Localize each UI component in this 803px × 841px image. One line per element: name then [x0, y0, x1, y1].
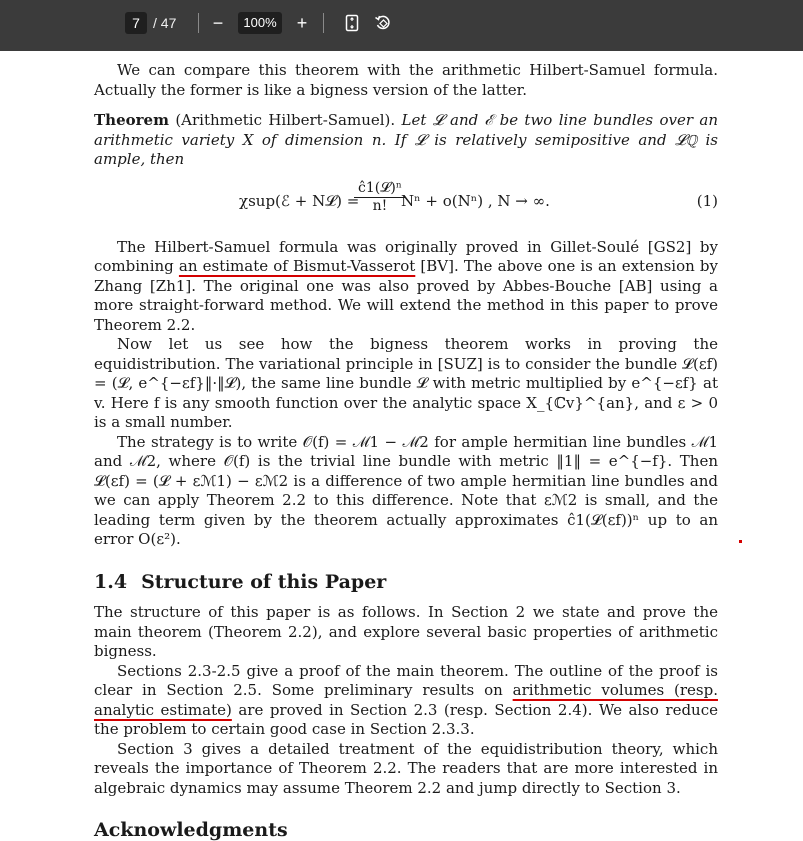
paragraph-strategy: The strategy is to write 𝒪(f) = ℳ1 − ℳ2 for ample hermitian line bundles ℳ1 and ℳ2, where 𝒪(f) is the trivial line bundle with metric ‖1‖ = e^{−f}. Then 𝓛(εf) = (𝓛 + εℳ1) − εℳ2 is a difference of two ample hermitian line bundles and we can apply Theorem 2.2 to this difference. Note that εℳ2 is small, and the leading term given by the theorem actually approximates ĉ1(𝓛(εf))ⁿ up to an error O(ε²).: [94, 432, 718, 548]
rotate-icon: [374, 14, 392, 32]
fraction-numerator: ĉ1(𝓛)ⁿ: [354, 180, 406, 198]
toolbar-divider: [198, 13, 199, 33]
paragraph-section-3: Section 3 gives a detailed treatment of the equidistribution theory, which reveals the importance of Theorem 2.2. The readers that are more interested in algebraic dynamics may assume Theorem 2.2 and jump directly to Section 3.: [94, 739, 718, 797]
highlighted-text: arithmetic volumes (resp. analytic estimate): [94, 681, 718, 719]
zoom-out-button[interactable]: −: [212, 13, 224, 33]
fit-page-icon: [345, 14, 359, 32]
paragraph-text: Sections 2.3-2.5 give a proof of the main theorem. The outline of the proof is clear in Section 2.5. Some preliminary results on: [94, 661, 718, 699]
paragraph-variational: Now let us see how the bigness theorem works in proving the equidistribution. The variational principle in [SUZ] is to consider the bundle 𝓛(εf) = (𝓛, e^{−εf}‖·‖𝓛), the same line bundle 𝓛 with metric multiplied by e^{−εf} at v. Here f is any smooth function over the analytic space X_{ℂv}^{an}, and ε > 0 is a small number.: [94, 335, 718, 431]
paragraph-text: are proved in Section 2.3 (resp. Section 2.4). We also reduce the problem to certain good case in Section 2.3.3.: [94, 700, 718, 738]
fraction-denominator: n!: [372, 197, 388, 214]
zoom-in-button[interactable]: +: [296, 13, 308, 33]
paragraph-sections: [94, 662, 718, 740]
zoom-level-input[interactable]: 100%: [238, 12, 282, 34]
paragraph-text: The Hilbert-Samuel formula was originally proved in Gillet-Soulé [GS2] by combining: [94, 237, 718, 275]
page-total: / 47: [153, 15, 177, 31]
theorem-statement: [94, 111, 718, 170]
intro-paragraph: We can compare this theorem with the arithmetic Hilbert-Samuel formula. Actually the former is like a bigness version of the latter.: [94, 61, 718, 99]
pdf-page: [94, 51, 718, 841]
theorem-body: Let 𝓛 and ℰ be two line bundles over an arithmetic variety X of dimension n. If 𝓛 is relatively semipositive and 𝓛ℚ is ample, then: [94, 111, 718, 168]
section-number: 1.4: [94, 570, 128, 593]
equation-1: [94, 174, 718, 232]
theorem-name: (Arithmetic Hilbert-Samuel).: [175, 111, 396, 129]
annotation-mark: [739, 540, 742, 543]
theorem-label: Theorem: [94, 111, 169, 129]
fit-page-button[interactable]: [341, 12, 363, 34]
equation-fraction: [354, 180, 406, 215]
section-heading: [94, 570, 718, 593]
equation-right: Nⁿ + o(Nⁿ) , N → ∞.: [401, 191, 550, 210]
toolbar-divider: [323, 13, 324, 33]
equation-left: χsup(ℰ + N𝓛) =: [239, 191, 360, 210]
equation-number: (1): [696, 191, 718, 210]
paragraph-text: [BV]. The above one is an extension by Zhang [Zh1]. The original one was also proved by Abbes-Bouche [AB] using a more straight-forward method. We will extend the method in this paper to prove Theorem 2.2.: [94, 257, 718, 334]
section-title: Structure of this Paper: [141, 570, 387, 593]
rotate-button[interactable]: [372, 12, 394, 34]
page-number-input[interactable]: 7: [125, 12, 147, 34]
highlighted-text: an estimate of Bismut-Vasserot: [178, 257, 416, 275]
acknowledgments-heading: Acknowledgments: [94, 819, 288, 841]
paragraph-hilbert-samuel: [94, 238, 718, 336]
pdf-toolbar: [0, 0, 803, 51]
paragraph-structure: The structure of this paper is as follows. In Section 2 we state and prove the main theorem (Theorem 2.2), and explore several basic properties of arithmetic bigness.: [94, 603, 718, 660]
